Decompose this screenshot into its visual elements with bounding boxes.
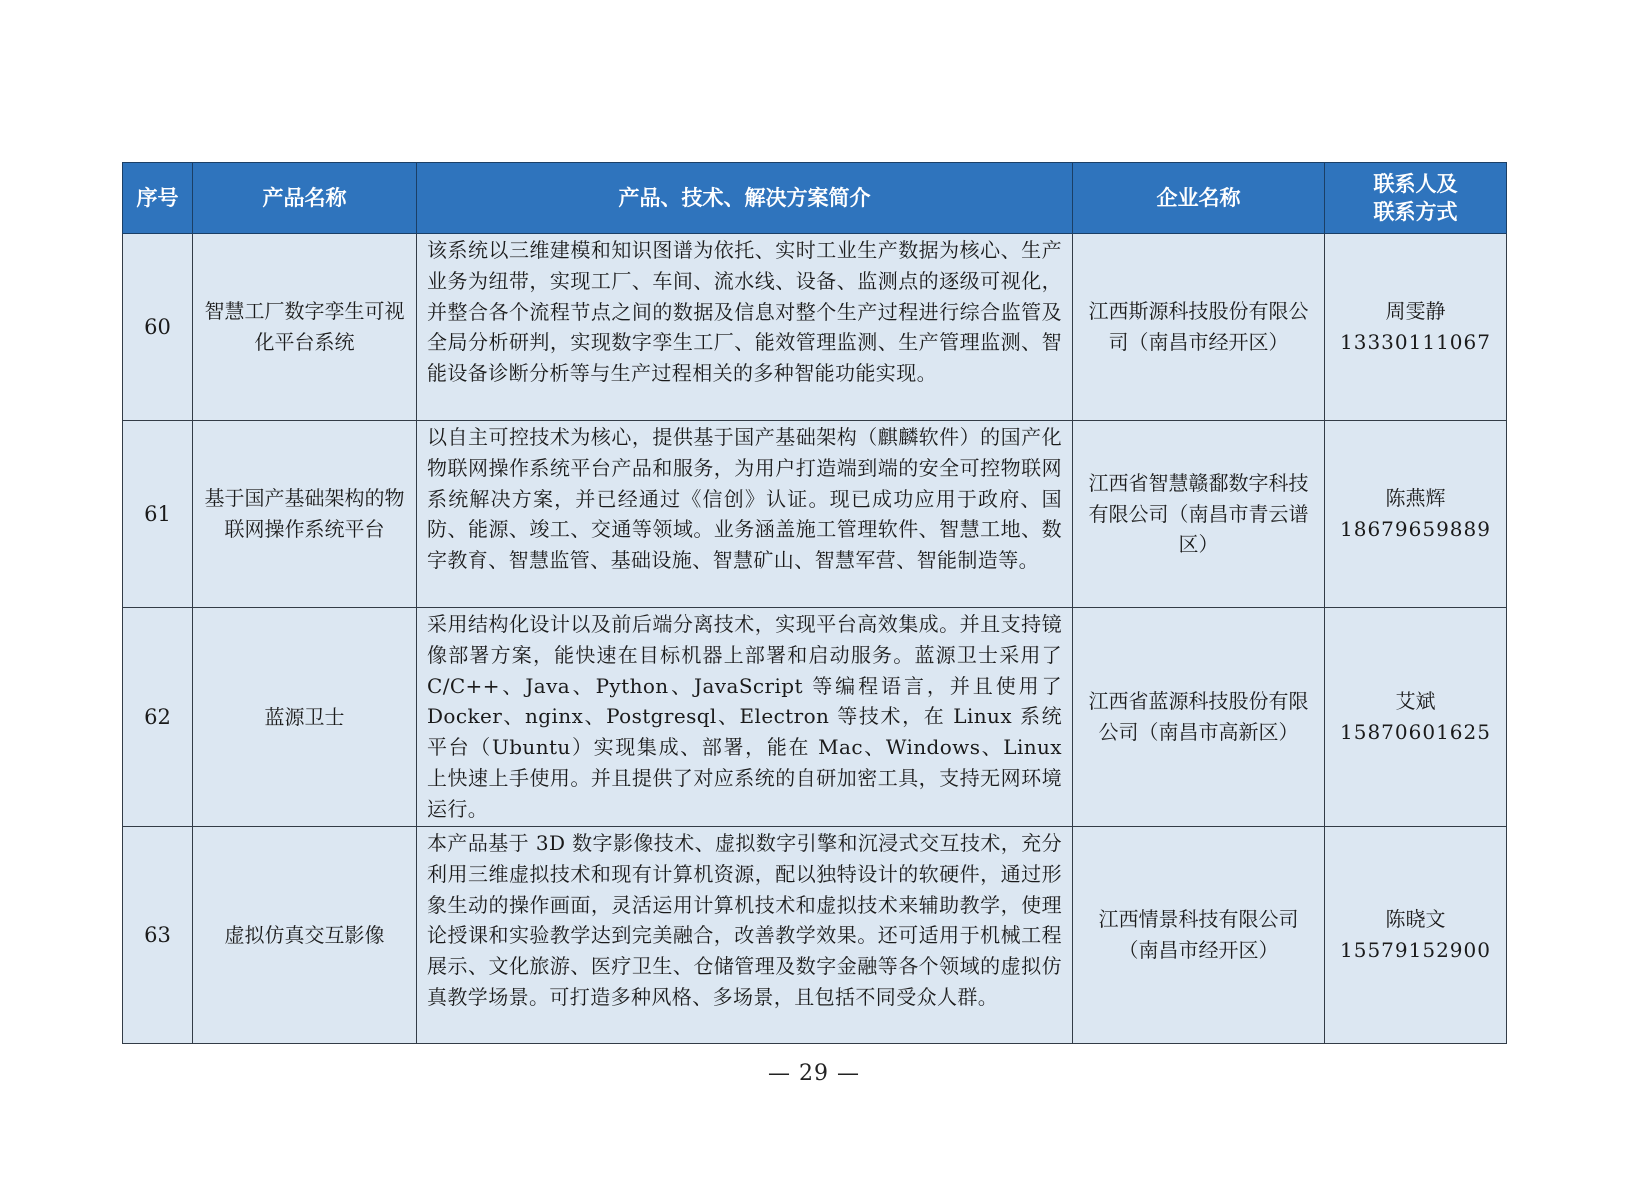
row-description: 采用结构化设计以及前后端分离技术，实现平台高效集成。并且支持镜像部署方案，能快速在目标机器上部署和启动服务。蓝源卫士采用了 C/C++、Java、Python、JavaScript 等编程语言，并且使用了 Docker、nginx、Postgresql、Electron 等技术，在 Linux 系统平台（Ubuntu）实现集成、部署，能在 Mac、Windows、Linux 上快速上手使用。并且提供了对应系统的自研加密工具，支持无网环境运行。 xyxy=(417,608,1073,827)
row-seq: 63 xyxy=(123,827,193,1044)
table-row xyxy=(123,421,1507,608)
row-contact xyxy=(1325,608,1507,827)
row-contact xyxy=(1325,234,1507,421)
header-contact xyxy=(1325,163,1507,234)
header-seq: 序号 xyxy=(123,163,193,234)
contact-phone: 15870601625 xyxy=(1340,720,1491,744)
header-product-name: 产品名称 xyxy=(193,163,417,234)
contact-phone: 18679659889 xyxy=(1340,517,1491,541)
row-description: 该系统以三维建模和知识图谱为依托、实时工业生产数据为核心、生产业务为纽带，实现工厂、车间、流水线、设备、监测点的逐级可视化，并整合各个流程节点之间的数据及信息对整个生产过程进行综合监管及全局分析研判，实现数字孪生工厂、能效管理监测、生产管理监测、智能设备诊断分析等与生产过程相关的多种智能功能实现。 xyxy=(417,234,1073,421)
row-description: 以自主可控技术为核心，提供基于国产基础架构（麒麟软件）的国产化物联网操作系统平台产品和服务，为用户打造端到端的安全可控物联网系统解决方案，并已经通过《信创》认证。现已成功应用于政府、国防、能源、竣工、交通等领域。业务涵盖施工管理软件、智慧工地、数字教育、智慧监管、基础设施、智慧矿山、智慧军营、智能制造等。 xyxy=(417,421,1073,608)
header-description: 产品、技术、解决方案简介 xyxy=(417,163,1073,234)
row-product-name: 基于国产基础架构的物联网操作系统平台 xyxy=(193,421,417,608)
header-contact-line1: 联系人及 xyxy=(1373,172,1458,196)
row-company-name: 江西斯源科技股份有限公司（南昌市经开区） xyxy=(1073,234,1325,421)
row-product-name: 虚拟仿真交互影像 xyxy=(193,827,417,1044)
contact-name: 陈燕辉 xyxy=(1385,486,1446,511)
row-product-name: 蓝源卫士 xyxy=(193,608,417,827)
header-company-name: 企业名称 xyxy=(1073,163,1325,234)
table-header xyxy=(123,163,1507,234)
contact-name: 周雯静 xyxy=(1385,299,1446,324)
page-number: — 29 — xyxy=(768,1061,860,1086)
row-description: 本产品基于 3D 数字影像技术、虚拟数字引擎和沉浸式交互技术，充分利用三维虚拟技术和现有计算机资源，配以独特设计的软硬件，通过形象生动的操作画面，灵活运用计算机技术和虚拟技术来辅助教学，使理论授课和实验教学达到完美融合，改善教学效果。还可适用于机械工程展示、文化旅游、医疗卫生、仓储管理及数字金融等各个领域的虚拟仿真教学场景。可打造多种风格、多场景，且包括不同受众人群。 xyxy=(417,827,1073,1044)
row-product-name: 智慧工厂数字孪生可视化平台系统 xyxy=(193,234,417,421)
table-row xyxy=(123,608,1507,827)
row-seq: 62 xyxy=(123,608,193,827)
contact-phone: 13330111067 xyxy=(1340,330,1491,354)
table-row xyxy=(123,827,1507,1044)
row-company-name: 江西省蓝源科技股份有限公司（南昌市高新区） xyxy=(1073,608,1325,827)
table-row xyxy=(123,234,1507,421)
row-contact xyxy=(1325,827,1507,1044)
row-contact xyxy=(1325,421,1507,608)
contact-name: 陈晓文 xyxy=(1385,907,1446,932)
header-row xyxy=(123,163,1507,234)
row-seq: 60 xyxy=(123,234,193,421)
table-body xyxy=(123,234,1507,1044)
row-seq: 61 xyxy=(123,421,193,608)
product-catalog-table xyxy=(122,162,1507,1044)
contact-phone: 15579152900 xyxy=(1340,938,1491,962)
row-company-name: 江西省智慧赣鄱数字科技有限公司（南昌市青云谱区） xyxy=(1073,421,1325,608)
row-company-name: 江西情景科技有限公司（南昌市经开区） xyxy=(1073,827,1325,1044)
contact-name: 艾斌 xyxy=(1395,689,1436,714)
header-contact-line2: 联系方式 xyxy=(1373,200,1458,224)
